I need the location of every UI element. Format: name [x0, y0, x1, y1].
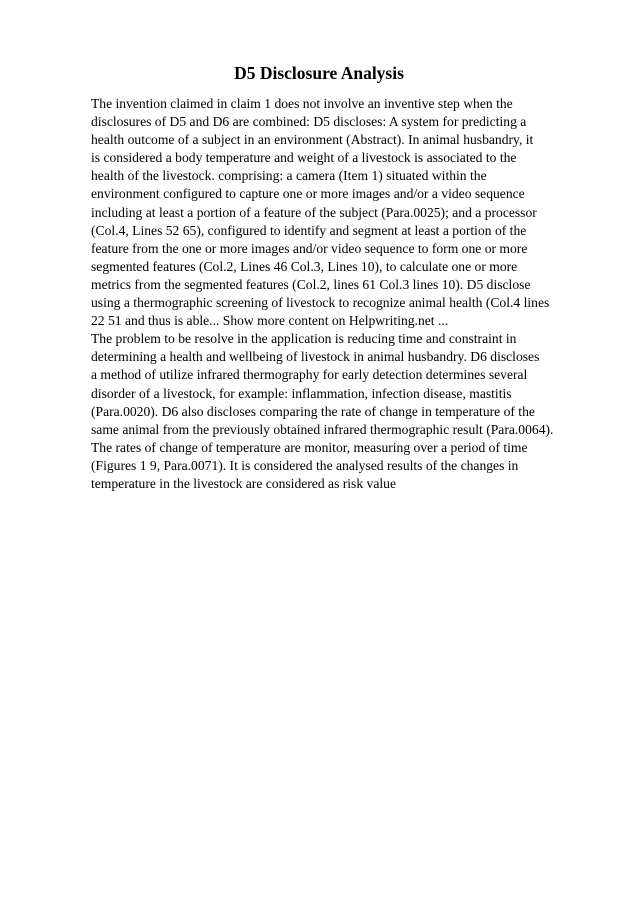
text-line: disclosures of D5 and D6 are combined: D5 discloses: A system for predicting a — [91, 114, 527, 130]
text-line: temperature in the livestock are considered as risk value — [91, 475, 396, 491]
text-line: is considered a body temperature and weight of a livestock is associated to the — [91, 150, 517, 166]
text-line: using a thermographic screening of livestock to recognize animal health (Col.4 lines — [91, 295, 550, 311]
text-line: 22 51 and thus is able... Show more content on Helpwriting.net ... — [91, 313, 449, 329]
text-line: (Figures 1 9, Para.0071). It is considered the analysed results of the changes in — [91, 457, 519, 473]
text-line: (Col.4, Lines 52 65), configured to identify and segment at least a portion of the — [91, 222, 527, 238]
text-line: The invention claimed in claim 1 does not involve an inventive step when the — [91, 96, 513, 111]
text-line: (Para.0020). D6 also discloses comparing the rate of change in temperature of the — [91, 403, 535, 419]
text-line: metrics from the segmented features (Col.2, lines 61 Col.3 lines 10). D5 disclose — [91, 276, 531, 292]
text-line: same animal from the previously obtained infrared thermographic result (Para.0064). — [91, 421, 554, 437]
text-line: determining a health and wellbeing of livestock in animal husbandry. D6 discloses — [91, 349, 540, 365]
document-body — [91, 95, 611, 493]
text-line: The rates of change of temperature are monitor, measuring over a period of time — [91, 439, 528, 455]
text-line: The problem to be resolve in the application is reducing time and constraint in — [91, 331, 517, 347]
text-line: disorder of a livestock, for example: inflammation, infection disease, mastitis — [91, 385, 512, 401]
text-line: environment configured to capture one or more images and/or a video sequence — [91, 186, 525, 202]
text-line: feature from the one or more images and/or video sequence to form one or more — [91, 240, 528, 256]
page-title: D5 Disclosure Analysis — [234, 63, 404, 83]
text-line: segmented features (Col.2, Lines 46 Col.3, Lines 10), to calculate one or more — [91, 258, 518, 274]
text-line: health outcome of a subject in an environment (Abstract). In animal husbandry, it — [91, 132, 534, 148]
text-line: including at least a portion of a feature of the subject (Para.0025); and a processor — [91, 204, 537, 220]
text-line: health of the livestock. comprising: a camera (Item 1) situated within the — [91, 168, 487, 184]
text-line: a method of utilize infrared thermography for early detection determines several — [91, 367, 528, 383]
